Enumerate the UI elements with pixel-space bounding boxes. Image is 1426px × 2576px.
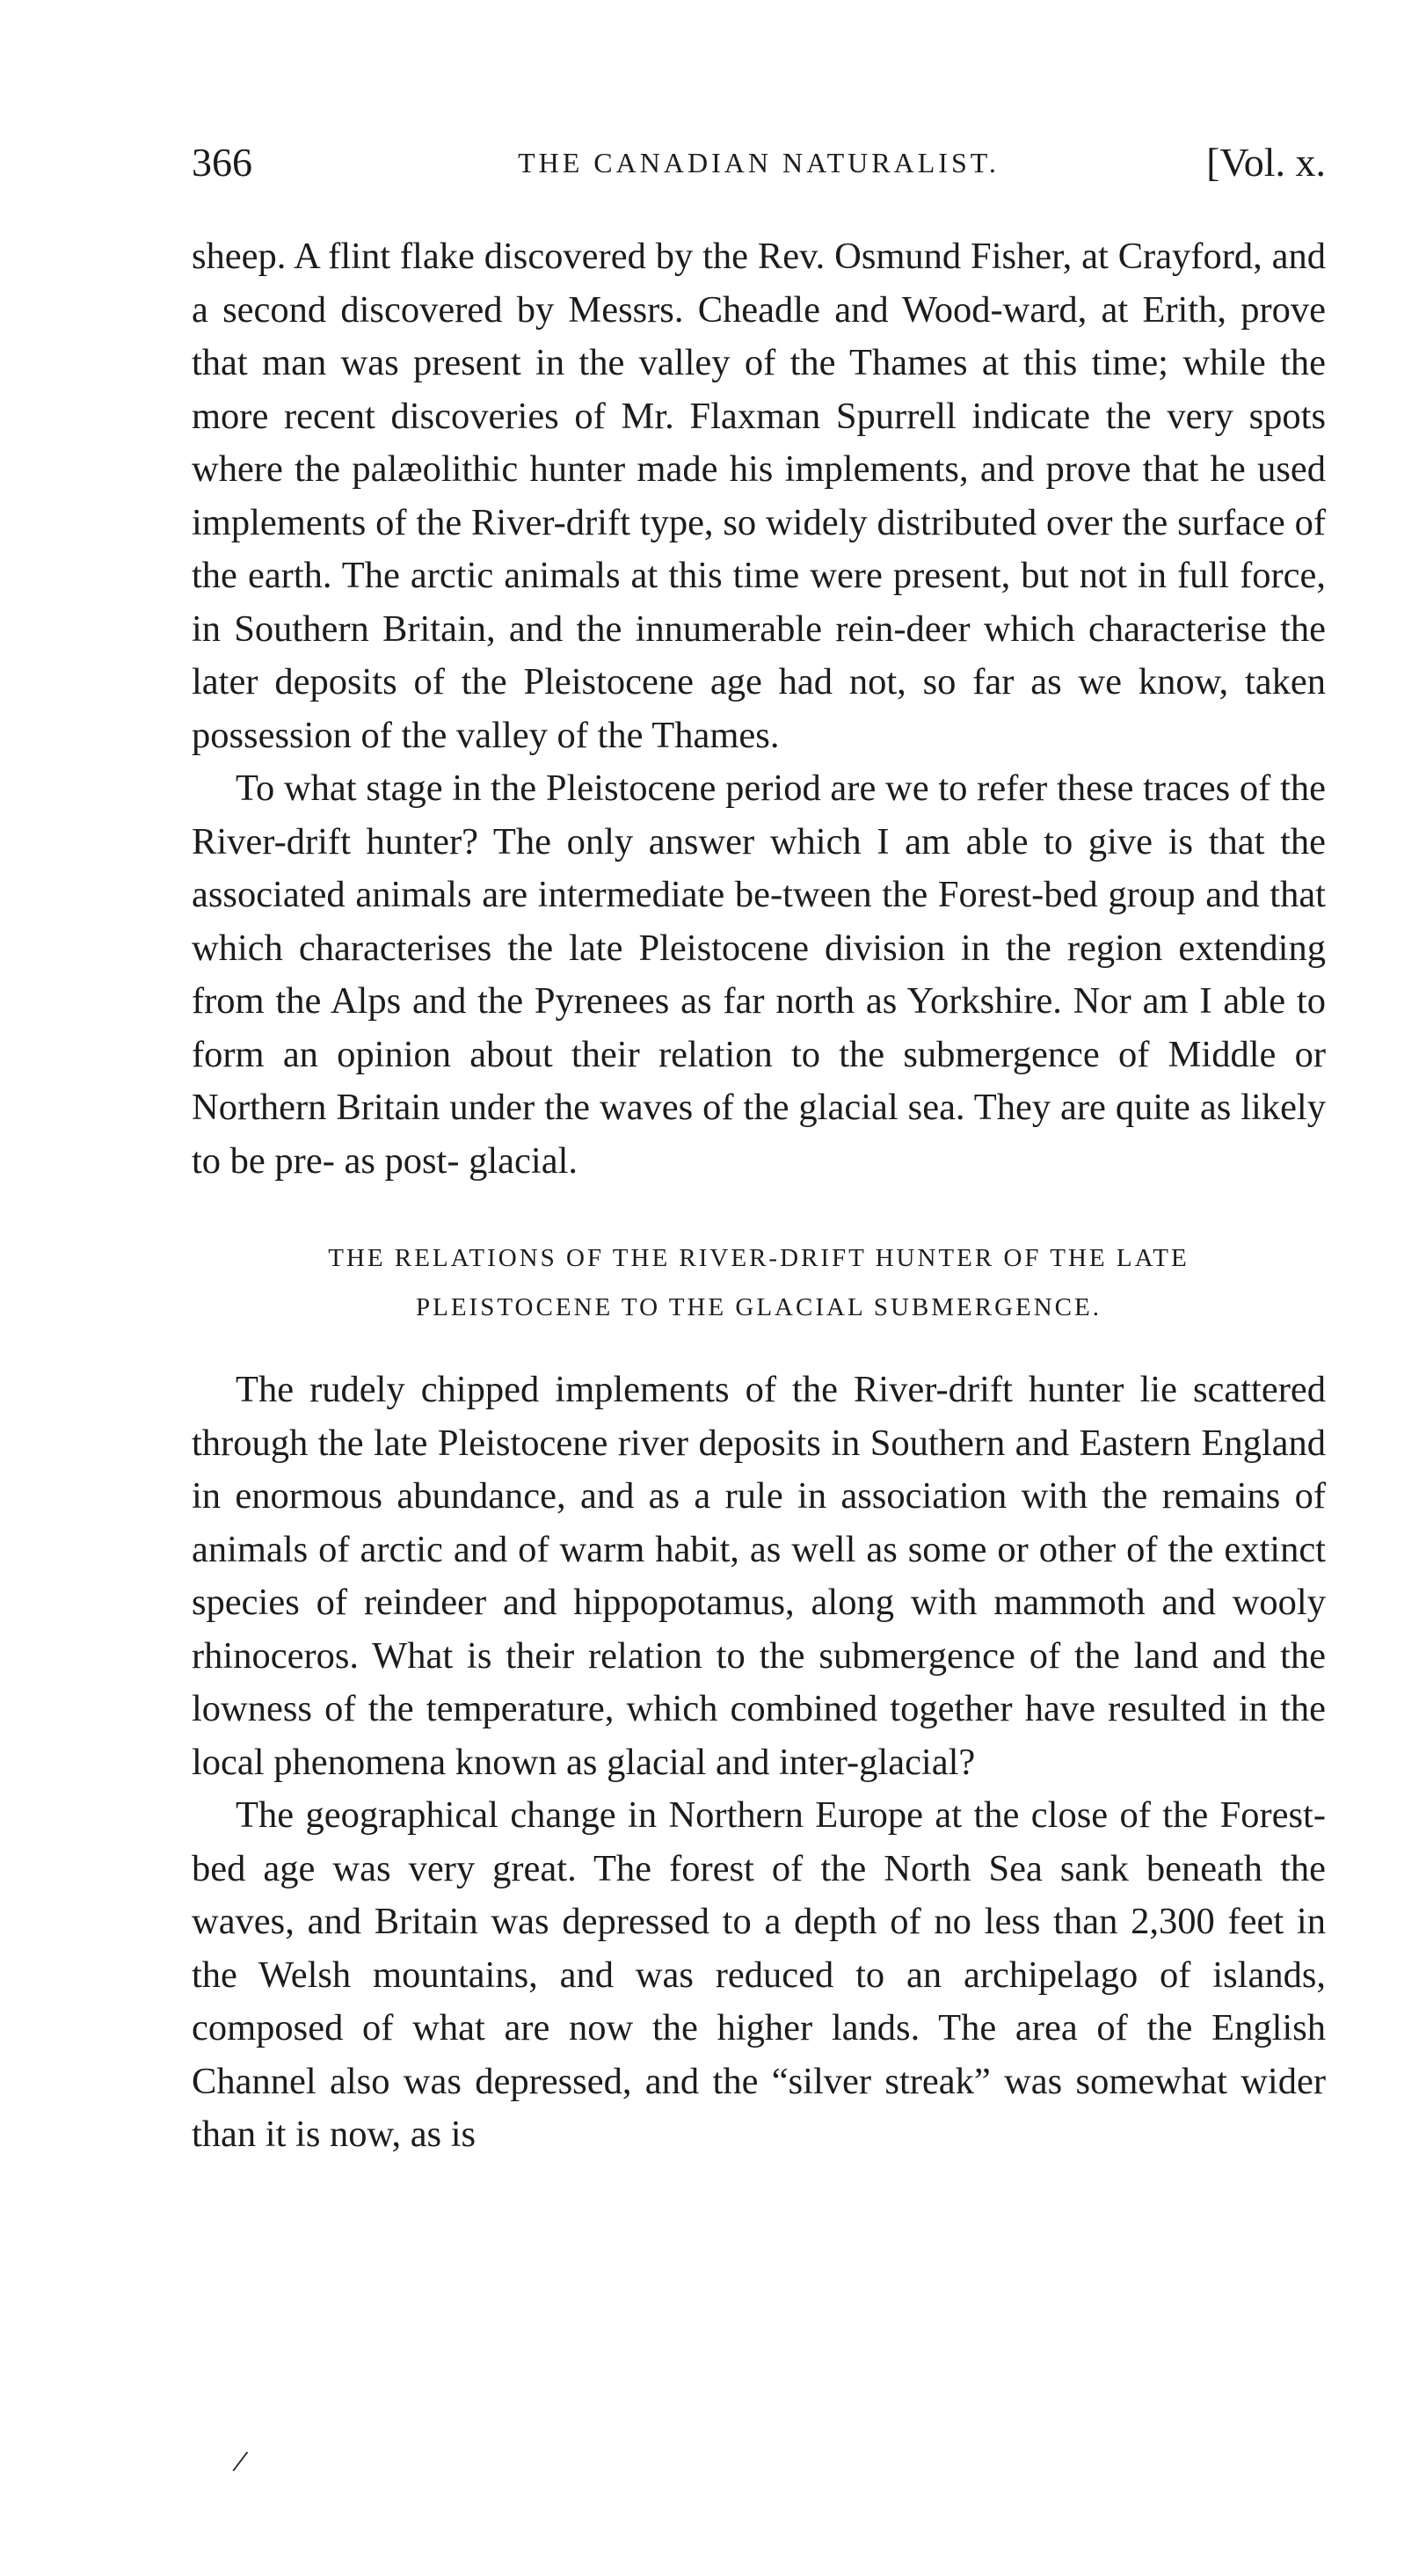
paragraph-river-drift-stage: To what stage in the Pleistocene period are we to refer these traces of the River-drift hunter? The only answer which I am able to give is that the associated animals are intermediate be-tween the Forest-bed group and that which characterises the late Pleistocene division in the region extending from the Alps and the Pyrenees as far north as Yorkshire. Nor am I able to form an opinion about their relation to the submergence of Middle or Northern Britain under the waves of the glacial sea. They are quite as likely to be pre- as post- glacial. xyxy=(192,768,1326,1182)
volume-label: [Vol. x. xyxy=(1206,140,1326,185)
section-heading xyxy=(192,1233,1326,1332)
paragraph-implements: The rudely chipped implements of the River-drift hunter lie scattered through the late Pleistocene river deposits in Southern and Eastern England in enormous abundance, and as a rule in association with the remains of animals of arctic and of warm habit, as well as some or other of the extinct species of reindeer and hippopotamus, along with mammoth and wooly rhinoceros. What is their relation to the submergence of the land and the lowness of the temperature, which combined together have resulted in the local phenomena known as glacial and inter-glacial? xyxy=(192,1369,1326,1783)
stray-ink-mark: / xyxy=(229,2442,251,2481)
running-head xyxy=(192,132,1326,193)
body-text xyxy=(192,230,1326,2162)
paragraph-geographical-change: The geographical change in Northern Europe at the close of the Forest-bed age was very great. The forest of the North Sea sank beneath the waves, and Britain was depressed to a depth of no less than 2,300 feet in the Welsh mountains, and was reduced to an archipelago of islands, composed of what are now the higher lands. The area of the English Channel also was depressed, and the “silver streak” was somewhat wider than it is now, as is xyxy=(192,1794,1326,2155)
journal-title: THE CANADIAN NATURALIST. xyxy=(518,147,1000,178)
section-heading-line-2: PLEISTOCENE TO THE GLACIAL SUBMERGENCE. xyxy=(416,1293,1102,1321)
page-number: 366 xyxy=(192,140,252,185)
section-heading-line-1: THE RELATIONS OF THE RIVER-DRIFT HUNTER OF THE LATE xyxy=(328,1244,1190,1272)
book-page xyxy=(192,132,1326,2162)
paragraph-continued: sheep. A flint flake discovered by the Rev. Osmund Fisher, at Crayford, and a second discovered by Messrs. Cheadle and Wood-ward, at Erith, prove that man was present in the valley of the Thames at this time; while the more recent discoveries of Mr. Flaxman Spurrell indicate the very spots where the palæolithic hunter made his implements, and prove that he used implements of the River-drift type, so widely distributed over the surface of the earth. The arctic animals at this time were present, but not in full force, in Southern Britain, and the innumerable rein-deer which characterise the later deposits of the Pleistocene age had not, so far as we know, taken possession of the valley of the Thames. xyxy=(192,236,1326,756)
